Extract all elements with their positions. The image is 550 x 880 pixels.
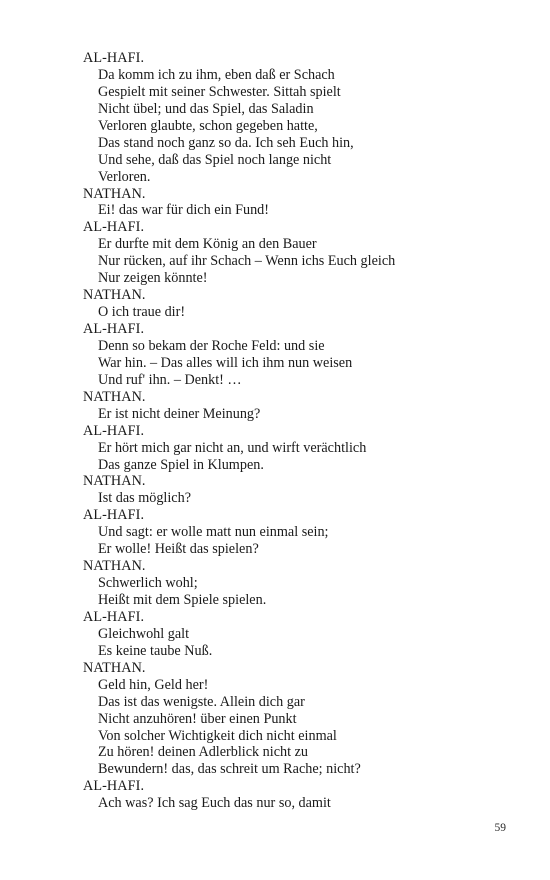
speaker-name: AL-HAFI. <box>83 507 145 524</box>
verse-line: Nicht anzuhören! über einen Punkt <box>98 710 297 727</box>
verse-line: Nur zeigen könnte! <box>98 270 208 287</box>
speaker-name: AL-HAFI. <box>83 608 145 625</box>
speaker-name: NATHAN. <box>83 473 146 490</box>
verse-line: Er ist nicht deiner Meinung? <box>98 405 261 422</box>
speaker-name: AL-HAFI. <box>83 321 145 337</box>
speaker-name: NATHAN. <box>83 287 146 304</box>
speaker-name: NATHAN. <box>83 558 146 575</box>
verse-line: Verloren. <box>98 168 151 185</box>
verse-line: Ist das möglich? <box>98 490 191 507</box>
verse-line: Verloren glaubte, schon gegeben hatte, <box>98 117 318 134</box>
verse-line: Er hört mich gar nicht an, und wirft verächtlich <box>98 439 367 456</box>
speaker-name: NATHAN. <box>83 388 146 405</box>
verse-line: Und sagt: er wolle matt nun einmal sein; <box>98 524 329 541</box>
verse-line: Das stand noch ganz so da. Ich seh Euch hin, <box>98 134 354 151</box>
verse-line: Ei! das war für dich ein Fund! <box>98 202 269 219</box>
verse-line: Von solcher Wichtigkeit dich nicht einmal <box>98 727 337 744</box>
speaker-name: AL-HAFI. <box>83 50 145 66</box>
speaker-name: AL-HAFI. <box>83 219 145 236</box>
verse-line: Da komm ich zu ihm, eben daß er Schach <box>98 66 335 83</box>
verse-line: Er wolle! Heißt das spielen? <box>98 541 259 558</box>
verse-line: Das ist das wenigste. Allein dich gar <box>98 693 305 710</box>
verse-line: Nicht übel; und das Spiel, das Saladin <box>98 100 314 117</box>
verse-line: Schwerlich wohl; <box>98 575 198 592</box>
verse-line: Und sehe, daß das Spiel noch lange nicht <box>98 151 332 168</box>
verse-line: Geld hin, Geld her! <box>98 676 209 693</box>
verse-line: Ach was? Ich sag Euch das nur so, damit <box>98 795 331 812</box>
verse-line: Es keine taube Nuß. <box>98 642 213 659</box>
verse-line: Er durfte mit dem König an den Bauer <box>98 236 317 253</box>
verse-line: Nur rücken, auf ihr Schach – Wenn ichs Euch gleich <box>98 253 396 270</box>
verse-line: Und ruf' ihn. – Denkt! … <box>98 371 242 388</box>
verse-line: Heißt mit dem Spiele spielen. <box>98 592 267 608</box>
speaker-name: AL-HAFI. <box>83 778 145 795</box>
verse-line: Gleichwohl galt <box>98 625 190 642</box>
page-number: 59 <box>494 822 506 834</box>
verse-line: Denn so bekam der Roche Feld: und sie <box>98 337 325 354</box>
play-text <box>83 50 483 812</box>
verse-line: Gespielt mit seiner Schwester. Sittah spielt <box>98 83 341 100</box>
speaker-name: NATHAN. <box>83 185 146 202</box>
speaker-name: AL-HAFI. <box>83 422 145 439</box>
speaker-name: NATHAN. <box>83 659 146 676</box>
verse-line: O ich traue dir! <box>98 304 186 321</box>
verse-line: War hin. – Das alles will ich ihm nun weisen <box>98 354 353 371</box>
verse-line: Bewundern! das, das schreit um Rache; nicht? <box>98 761 361 778</box>
verse-line: Das ganze Spiel in Klumpen. <box>98 456 264 473</box>
verse-line: Zu hören! deinen Adlerblick nicht zu <box>98 744 308 761</box>
